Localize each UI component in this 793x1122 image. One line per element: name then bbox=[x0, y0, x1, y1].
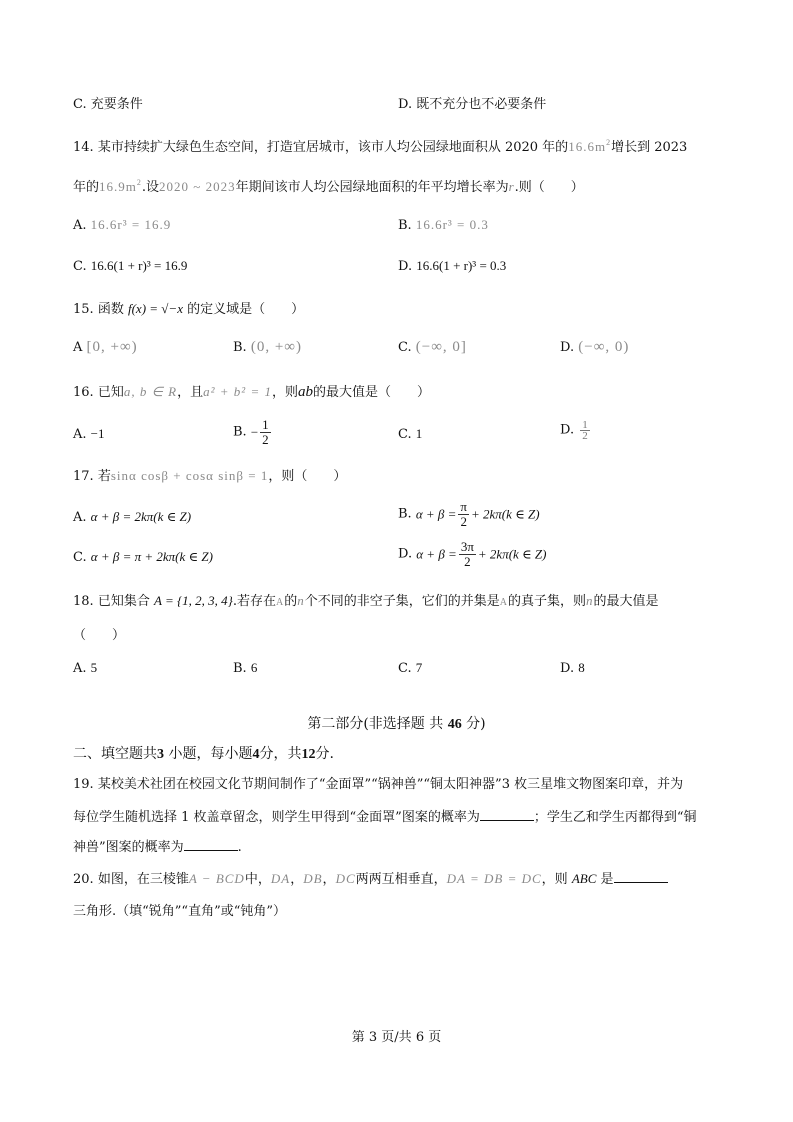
answer-blank-1[interactable] bbox=[480, 808, 534, 821]
question-number: 14. bbox=[73, 140, 94, 155]
q15-option-c bbox=[398, 338, 467, 357]
heading-text: 分，共 bbox=[259, 746, 302, 762]
option-text: α + β = 2kπ(k ∈ Z) bbox=[90, 509, 192, 524]
stem-text: 三角形.（填“锐角”“直角”或“钝角”） bbox=[73, 904, 287, 919]
answer-blank[interactable] bbox=[614, 870, 668, 883]
option-text: −1 bbox=[90, 426, 105, 441]
option-label: D. bbox=[398, 97, 413, 112]
math-equation: DA = DB = DC bbox=[446, 871, 542, 886]
q19-stem-line1 bbox=[73, 776, 683, 794]
option-text: 16.6(1 + r)³ = 0.3 bbox=[416, 258, 507, 273]
option-text: (−∞, 0) bbox=[578, 339, 630, 355]
q16-option-a bbox=[73, 425, 105, 444]
stem-text: 的真子集，则 bbox=[508, 594, 587, 609]
q17-option-d bbox=[398, 540, 547, 569]
stem-text: 已知集合 bbox=[97, 594, 150, 609]
q14-stem-line1 bbox=[73, 134, 687, 157]
question-number: 17. bbox=[73, 469, 94, 484]
option-label: D. bbox=[560, 422, 575, 438]
q18-option-a bbox=[73, 659, 97, 678]
fraction bbox=[459, 540, 476, 569]
math-domain: a, b ∈ R bbox=[123, 384, 178, 399]
q19-stem-line2 bbox=[73, 808, 696, 827]
part2-title-text: 分) bbox=[466, 716, 486, 732]
q18-stem-line1 bbox=[73, 592, 659, 612]
option-text: α + β = π + 2kπ(k ∈ Z) bbox=[90, 549, 213, 564]
option-label: D. bbox=[560, 661, 575, 676]
option-label: C. bbox=[398, 661, 412, 676]
option-text: 16.6r³ = 0.3 bbox=[415, 217, 489, 232]
separator: ， bbox=[322, 872, 336, 887]
answer-parens: （ ） bbox=[73, 628, 126, 643]
stem-text: .设 bbox=[141, 180, 160, 195]
stem-text: 每位学生随机选择 1 枚盖章留念，则学生甲得到“金面罩”图案的概率为 bbox=[73, 810, 480, 825]
page-number: 第 3 页/共 6 页 bbox=[351, 1030, 442, 1045]
q14-option-d bbox=[398, 257, 506, 276]
option-text: + 2kπ(k ∈ Z) bbox=[477, 546, 547, 562]
denominator: 2 bbox=[460, 514, 467, 529]
heading-text: 分. bbox=[315, 746, 334, 762]
math-pyramid: A − BCD bbox=[188, 871, 245, 886]
option-text: + 2kπ(k ∈ Z) bbox=[471, 506, 540, 522]
stem-text: 若 bbox=[97, 469, 111, 484]
stem-text: 年期间该市人均公园绿地面积的年平均增长率为 bbox=[235, 180, 509, 195]
math-area: 16.6m bbox=[568, 139, 607, 154]
denominator: 2 bbox=[582, 430, 588, 442]
math-var-a: A bbox=[276, 597, 285, 608]
stem-text: 中， bbox=[244, 872, 271, 887]
separator: ， bbox=[290, 872, 304, 887]
q18-option-d bbox=[560, 659, 585, 678]
stem-text: ；学生乙和学生丙都得到“铜 bbox=[533, 810, 697, 825]
stem-text: ，则 bbox=[541, 872, 568, 887]
stem-text: ，则（ ） bbox=[268, 469, 347, 484]
option-text: 16.6r³ = 16.9 bbox=[90, 217, 172, 232]
question-number: 20. bbox=[73, 872, 94, 887]
stem-text: 的最大值是（ ） bbox=[312, 385, 430, 400]
stem-text: 的定义域是（ ） bbox=[187, 302, 305, 317]
option-label: B. bbox=[233, 661, 247, 676]
stem-text: 神兽”图案的概率为 bbox=[73, 840, 184, 855]
q16-stem bbox=[73, 383, 430, 402]
option-label: A. bbox=[73, 661, 87, 676]
heading-text: 二、填空题共 bbox=[73, 746, 157, 762]
option-label: D. bbox=[560, 340, 575, 355]
stem-text: 的 bbox=[284, 594, 298, 609]
stem-text: 某市持续扩大绿色生态空间，打造宜居城市，该市人均公园绿地面积从 2020 年的 bbox=[97, 140, 569, 155]
option-label: B. bbox=[233, 424, 247, 440]
stem-text: 某校美术社团在校园文化节期间制作了“金面罩”“锅神兽”“铜太阳神器”3 枚三星堆文物图案印章，并为 bbox=[97, 777, 684, 792]
option-label: A. bbox=[73, 510, 87, 525]
option-label: A. bbox=[73, 427, 87, 442]
q13-option-c bbox=[73, 96, 143, 114]
question-number: 18. bbox=[73, 594, 94, 609]
math-equation: sinα cosβ + cosα sinβ = 1 bbox=[110, 468, 269, 483]
question-count: 3 bbox=[157, 747, 164, 762]
option-text: α + β = bbox=[416, 546, 457, 562]
option-label: C. bbox=[73, 550, 87, 565]
math-set: A = {1, 2, 3, 4} bbox=[153, 593, 233, 608]
math-edge: DA bbox=[270, 871, 291, 886]
math-sup: 2 bbox=[136, 178, 142, 187]
stem-text: .则（ ） bbox=[514, 180, 584, 195]
option-label: C. bbox=[398, 427, 412, 442]
q15-option-a bbox=[73, 338, 138, 357]
option-text: (0, +∞) bbox=[250, 339, 302, 355]
option-label: B. bbox=[398, 218, 412, 233]
q14-option-a bbox=[73, 216, 171, 235]
q14-option-b bbox=[398, 216, 489, 235]
section2-heading bbox=[73, 745, 334, 764]
math-sup: 2 bbox=[606, 138, 612, 147]
numerator: 1 bbox=[582, 419, 588, 431]
option-label: A. bbox=[73, 218, 87, 233]
stem-text: 如图，在三棱锥 bbox=[97, 872, 189, 887]
q18-stem-line2 bbox=[73, 627, 125, 645]
option-text: 7 bbox=[415, 660, 423, 675]
numerator: π bbox=[460, 499, 467, 514]
q19-stem-line3 bbox=[73, 838, 242, 857]
stem-text: 两两互相垂直， bbox=[355, 872, 447, 887]
numerator: 1 bbox=[262, 417, 269, 432]
option-label: B. bbox=[233, 340, 247, 355]
stem-text: . bbox=[237, 840, 242, 855]
heading-text: 小题，每小题 bbox=[164, 746, 253, 762]
q16-option-b bbox=[233, 418, 273, 447]
math-area: 16.9m bbox=[99, 179, 137, 194]
option-text: 充要条件 bbox=[90, 97, 143, 112]
math-var-n: n bbox=[297, 593, 305, 608]
option-label: B. bbox=[398, 506, 412, 522]
option-text: (−∞, 0] bbox=[415, 339, 467, 355]
math-function: f(x) = √−x bbox=[127, 301, 183, 316]
q16-option-d bbox=[560, 420, 592, 441]
option-text: 既不充分也不必要条件 bbox=[416, 97, 547, 112]
q15-option-d bbox=[560, 338, 629, 357]
denominator: 2 bbox=[262, 432, 269, 447]
option-text: 16.6(1 + r)³ = 16.9 bbox=[90, 258, 188, 273]
stem-text: .若存在 bbox=[232, 594, 277, 609]
points-each: 4 bbox=[252, 747, 260, 762]
fraction bbox=[458, 500, 469, 529]
math-years: 2020 ~ 2023 bbox=[159, 179, 236, 194]
option-label: C. bbox=[73, 259, 87, 274]
option-label: D. bbox=[398, 546, 413, 562]
stem-text: 的最大值是 bbox=[593, 594, 659, 609]
q17-option-b bbox=[398, 500, 540, 529]
q20-stem-line2 bbox=[73, 903, 286, 921]
stem-text: 已知 bbox=[97, 385, 124, 400]
option-label: D. bbox=[398, 259, 413, 274]
page-footer bbox=[0, 1026, 793, 1045]
option-text: α + β = bbox=[415, 506, 457, 522]
option-text: 5 bbox=[90, 660, 98, 675]
math-product: ab bbox=[297, 384, 313, 400]
points-total: 12 bbox=[301, 747, 316, 762]
q14-stem-line2 bbox=[73, 174, 584, 197]
stem-text: 增长到 2023 bbox=[611, 140, 688, 155]
math-edge: DB bbox=[303, 871, 323, 886]
math-var-r: r bbox=[508, 179, 515, 194]
q20-stem-line1 bbox=[73, 870, 668, 889]
fraction bbox=[580, 420, 590, 441]
question-number: 16. bbox=[73, 385, 94, 400]
denominator: 2 bbox=[464, 554, 471, 569]
stem-text: 是 bbox=[600, 872, 614, 887]
option-text: 8 bbox=[578, 660, 585, 675]
q17-option-a bbox=[73, 508, 191, 527]
part2-score: 46 bbox=[447, 717, 462, 732]
option-text: [0, +∞) bbox=[86, 339, 138, 355]
math-equation: a² + b² = 1 bbox=[203, 384, 272, 399]
stem-text: 年的 bbox=[73, 180, 100, 195]
stem-text: 函数 bbox=[97, 302, 124, 317]
q15-option-b bbox=[233, 338, 302, 357]
option-text: 1 bbox=[415, 426, 423, 441]
fraction bbox=[260, 418, 271, 447]
option-sign: − bbox=[250, 424, 259, 440]
math-var-n: n bbox=[586, 593, 594, 608]
q14-option-c bbox=[73, 257, 187, 276]
q17-option-c bbox=[73, 548, 213, 567]
math-edge: DC bbox=[335, 871, 356, 886]
math-var-a: A bbox=[499, 597, 509, 608]
q16-option-c bbox=[398, 425, 422, 444]
option-label: C. bbox=[73, 97, 87, 112]
q18-option-b bbox=[233, 659, 257, 678]
numerator: 3π bbox=[460, 539, 474, 554]
q17-stem bbox=[73, 467, 346, 486]
q13-option-d bbox=[398, 96, 546, 114]
stem-text: 个不同的非空子集，它们的并集是 bbox=[304, 594, 500, 609]
q18-option-c bbox=[398, 659, 422, 678]
option-text: 6 bbox=[250, 660, 258, 675]
answer-blank-2[interactable] bbox=[184, 838, 238, 851]
question-number: 19. bbox=[73, 777, 94, 792]
part2-title bbox=[0, 713, 793, 733]
part2-title-text: 第二部分(非选择题 共 bbox=[307, 716, 444, 732]
stem-text: ，且 bbox=[177, 385, 204, 400]
question-number: 15. bbox=[73, 302, 94, 317]
math-triangle: ABC bbox=[571, 871, 597, 886]
q15-stem bbox=[73, 300, 304, 319]
option-label: C. bbox=[398, 340, 412, 355]
option-label: A bbox=[73, 340, 83, 355]
stem-text: ，则 bbox=[271, 385, 298, 400]
